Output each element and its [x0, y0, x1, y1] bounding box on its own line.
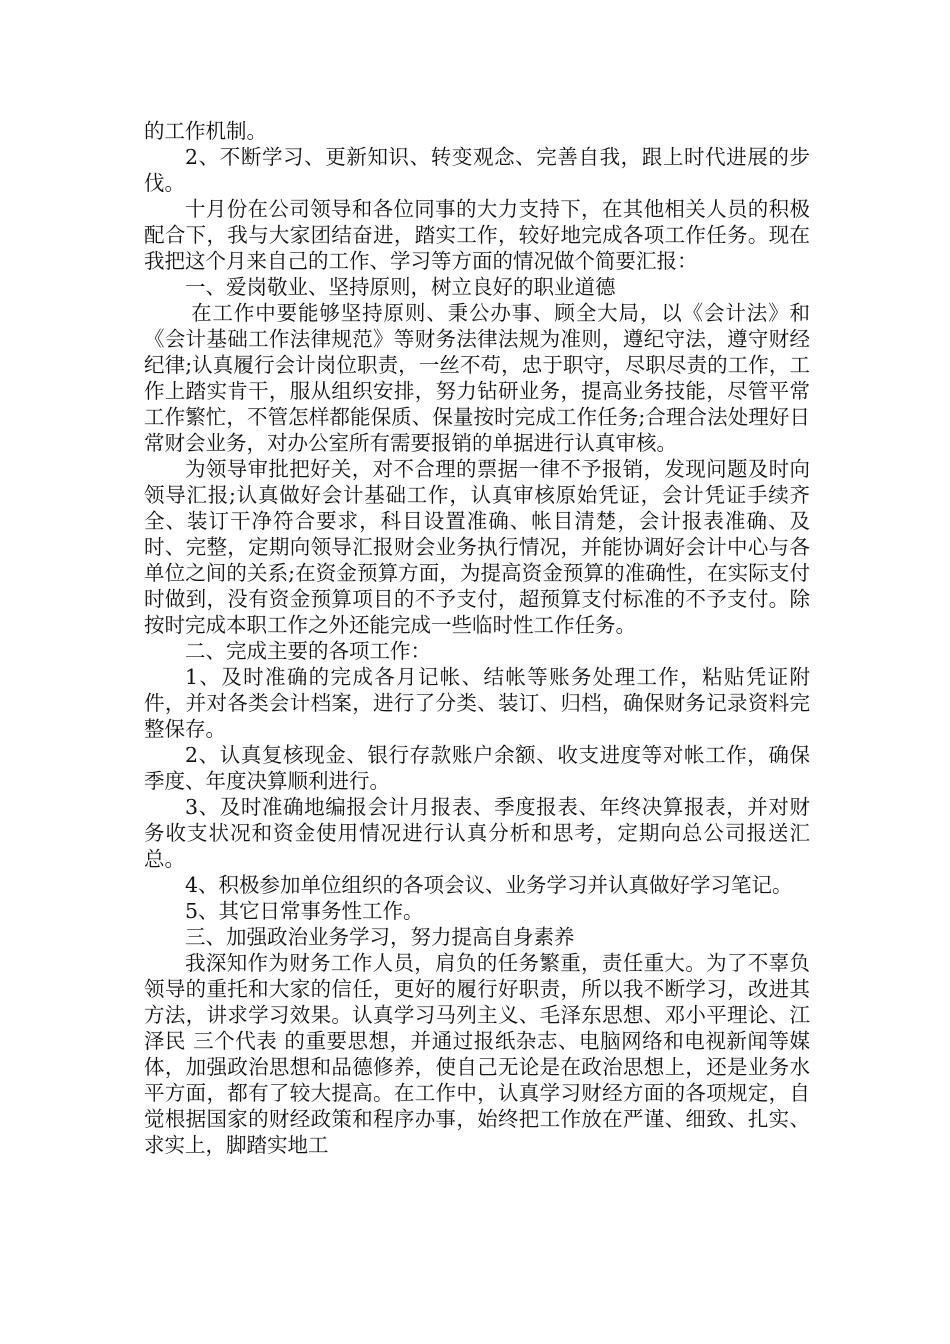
- document-body: [144, 118, 810, 1158]
- list-item-3: 3、及时准确地编报会计月报表、季度报表、年终决算报表，并对财务收支状况和资金使用情况进行认真分析和思考，定期向总公司报送汇总。: [144, 795, 810, 871]
- section-heading-3: 三、加强政治业务学习，努力提高自身素养: [185, 925, 575, 949]
- paragraph-principles: 在工作中要能够坚持原则、秉公办事、顾全大局，以《会计法》和《会计基础工作法律规范》等财务法律法规为准则，遵纪守法，遵守财经纪律;认真履行会计岗位职责，一丝不苟，忠于职守，尽职尽责的工作，工作上踏实肯干，服从组织安排，努力钻研业务，提高业务技能，尽管平常工作繁忙，不管怎样都能保质、保量按时完成工作任务;合理合法处理好日常财会业务，对办公室所有需要报销的单据进行认真审核。: [144, 301, 810, 455]
- paragraph-continuation: 的工作机制。: [144, 119, 267, 143]
- list-item-2: 2、认真复核现金、银行存款账户余额、收支进度等对帐工作，确保季度、年度决算顺利进行。: [144, 743, 810, 793]
- list-item-5: 5、其它日常事务性工作。: [185, 899, 424, 923]
- section-heading-1: 一、爱岗敬业、坚持原则，树立良好的职业道德: [185, 275, 616, 299]
- paragraph-item-2-learning: 2、不断学习、更新知识、转变观念、完善自我，跟上时代进展的步伐。: [144, 145, 810, 195]
- paragraph-approval: 为领导审批把好关，对不合理的票据一律不予报销，发现问题及时向领导汇报;认真做好会计基础工作，认真审核原始凭证，会计凭证手续齐全、装订干净符合要求，科目设置准确、帐目清楚，会计报表准确、及时、完整，定期向领导汇报财会业务执行情况，并能协调好会计中心与各单位之间的关系;在资金预算方面，为提高资金预算的准确性，在实际支付时做到，没有资金预算项目的不予支付，超预算支付标准的不予支付。除按时完成本职工作之外还能完成一些临时性工作任务。: [144, 457, 810, 637]
- paragraph-study: 我深知作为财务工作人员，肩负的任务繁重，责任重大。为了不辜负领导的重托和大家的信任，更好的履行好职责，所以我不断学习，改进其方法，讲求学习效果。认真学习马列主义、毛泽东思想、邓小平理论、江泽民 三个代表 的重要思想，并通过报纸杂志、电脑网络和电视新闻等媒体，加强政治思想和品德修养，使自己无论是在政治思想上，还是业务水平方面，都有了较大提高。在工作中，认真学习财经方面的各项规定，自觉根据国家的财经政策和程序办事，始终把工作放在严谨、细致、扎实、求实上，脚踏实地工: [144, 951, 810, 1157]
- paragraph-intro: 十月份在公司领导和各位同事的大力支持下，在其他相关人员的积极配合下，我与大家团结奋进，踏实工作，较好地完成各项工作任务。现在我把这个月来自己的工作、学习等方面的情况做个简要汇报：: [144, 197, 810, 273]
- list-item-1: 1、及时准确的完成各月记帐、结帐等账务处理工作，粘贴凭证附件，并对各类会计档案，进行了分类、装订、归档，确保财务记录资料完整保存。: [144, 665, 810, 741]
- list-item-4: 4、积极参加单位组织的各项会议、业务学习并认真做好学习笔记。: [185, 873, 793, 897]
- section-heading-2: 二、完成主要的各项工作：: [185, 639, 431, 663]
